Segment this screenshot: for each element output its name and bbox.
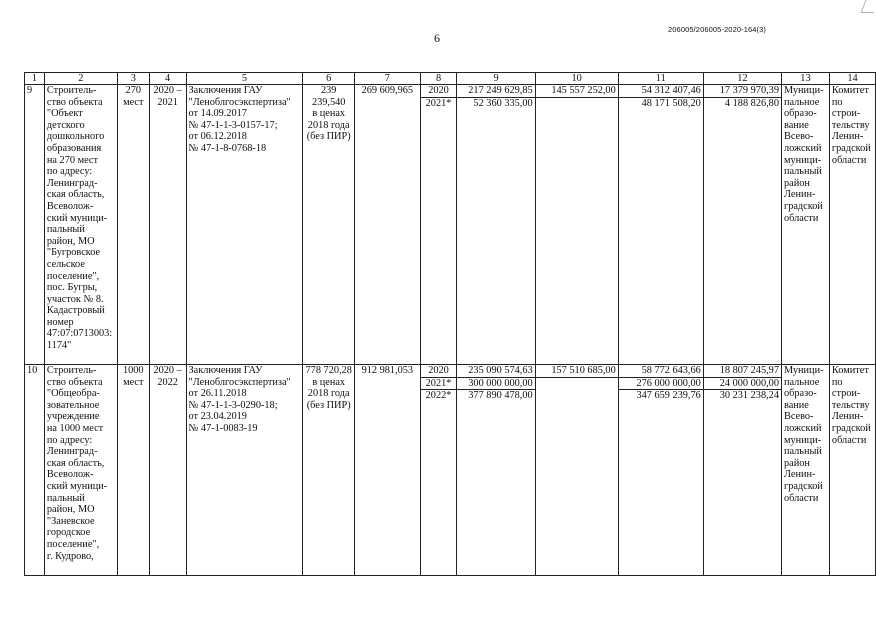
amount-cell — [703, 365, 781, 576]
period: 2020 – 2022 — [149, 365, 186, 576]
column-header: 13 — [781, 73, 829, 85]
amount-value: 276 000 000,00 — [619, 378, 703, 391]
year-value: 2020 — [421, 365, 457, 378]
column-header: 5 — [186, 73, 303, 85]
column-header-row — [25, 73, 876, 85]
data-table — [24, 72, 876, 576]
year-value: 2020 — [421, 85, 457, 98]
amount-value: 48 171 508,20 — [641, 97, 701, 109]
amount-value: 4 188 826,80 — [724, 97, 779, 109]
responsible-committee: Комитет по строи- тельству Ленин- градской области — [829, 85, 875, 365]
expertise-conclusions: Заключения ГАУ "Леноблгосэкспертиза" от 26.11.2018 № 47-1-1-3-0290-18; от 23.04.2019 № 47-1-0083-19 — [186, 365, 303, 576]
capacity: 1000 мест — [117, 365, 149, 576]
amount-value: 52 360 335,00 — [473, 97, 533, 109]
amount-value: 300 000 000,00 — [457, 378, 534, 391]
year-value: 2021* — [421, 378, 457, 391]
amount-value: 235 090 574,63 — [457, 365, 534, 378]
column-header: 12 — [703, 73, 781, 85]
row-number: 9 — [25, 85, 45, 365]
amount-cell — [457, 85, 535, 365]
table-row — [25, 85, 876, 365]
capacity: 270 мест — [117, 85, 149, 365]
amount-cell — [457, 365, 535, 576]
amount-value: 30 231 238,24 — [719, 390, 779, 402]
page-number: 6 — [434, 31, 440, 45]
amount-value: 217 249 629,85 — [457, 85, 534, 98]
amount-cell — [618, 365, 703, 576]
row-number: 10 — [25, 365, 45, 576]
column-header: 10 — [535, 73, 618, 85]
amount-value: 347 659 239,76 — [636, 390, 701, 402]
year-value: 2021* — [425, 97, 452, 109]
column-header: 3 — [117, 73, 149, 85]
object-description: Строитель- ство объекта "Объект детского дошкольного образования на 270 мест по адресу: Ленинград- ская область, Всеволож- ский муници- пальный район, МО "Бугровское сельское поселение", пос. Бугры, участок № 8. Кадастровый номер 47:07:0713003: 1174" — [44, 85, 117, 365]
amount-value: 145 557 252,00 — [536, 85, 618, 98]
column-header: 14 — [829, 73, 875, 85]
column-header: 2 — [44, 73, 117, 85]
amount-value: 18 807 245,97 — [704, 365, 781, 378]
column-header: 7 — [355, 73, 421, 85]
table-row — [25, 365, 876, 576]
column-header: 4 — [149, 73, 186, 85]
amount-value: 58 772 643,66 — [619, 365, 703, 378]
document-id: 206005/206005-2020-164(3) — [668, 25, 766, 34]
amount-cell — [535, 365, 618, 576]
total-cost: 269 609,965 — [355, 85, 421, 365]
period: 2020 – 2021 — [149, 85, 186, 365]
total-cost: 912 981,053 — [355, 365, 421, 576]
estimated-cost: 239 239,540 в ценах 2018 года (без ПИР) — [303, 85, 355, 365]
column-header: 11 — [618, 73, 703, 85]
amount-value: 24 000 000,00 — [704, 378, 781, 391]
year-cell — [420, 85, 457, 365]
column-header: 6 — [303, 73, 355, 85]
column-header: 1 — [25, 73, 45, 85]
responsible-committee: Комитет по строи- тельству Ленин- градской области — [829, 365, 875, 576]
page-corner-mark — [861, 0, 876, 13]
object-description: Строитель- ство объекта "Общеобра- зовательное учреждение на 1000 мест по адресу: Ленинград- ская область, Всеволож- ский муници- пальный район, МО "Заневское городское поселение", г. Кудрово, — [44, 365, 117, 576]
amount-value: 54 312 407,46 — [619, 85, 703, 98]
amount-value: 377 890 478,00 — [468, 390, 533, 402]
year-value: 2022* — [425, 390, 452, 402]
municipality: Муници- пальное образо- вание Всево- ложский муници- пальный район Ленин- градской области — [781, 365, 829, 576]
municipality: Муници- пальное образо- вание Всево- ложский муници- пальный район Ленин- градской области — [781, 85, 829, 365]
amount-cell — [618, 85, 703, 365]
year-cell — [420, 365, 457, 576]
amount-value: 17 379 970,39 — [704, 85, 781, 98]
amount-cell — [703, 85, 781, 365]
column-header: 9 — [457, 73, 535, 85]
expertise-conclusions: Заключения ГАУ "Леноблгосэкспертиза" от 14.09.2017 № 47-1-1-3-0157-17; от 06.12.2018 № 47-1-8-0768-18 — [186, 85, 303, 365]
amount-value: 157 510 685,00 — [536, 365, 618, 378]
estimated-cost: 778 720,28 в ценах 2018 года (без ПИР) — [303, 365, 355, 576]
column-header: 8 — [420, 73, 457, 85]
amount-cell — [535, 85, 618, 365]
